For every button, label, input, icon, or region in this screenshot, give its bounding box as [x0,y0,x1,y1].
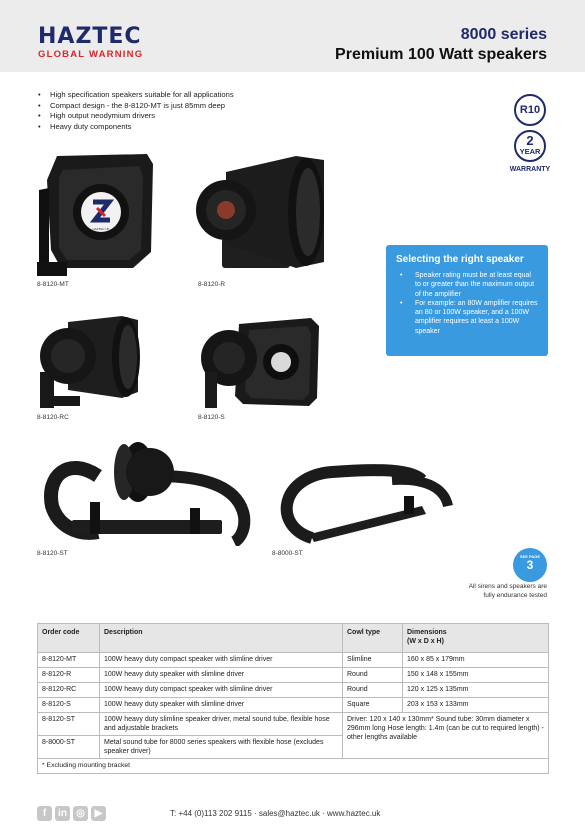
feature-item: • Heavy duty components [38,122,234,133]
info-box-list [396,271,538,336]
speaker-st-image [38,436,258,546]
product-label-st8000: 8-8000-ST [272,550,303,557]
speaker-mt-image [37,150,155,278]
feature-item: • High specification speakers suitable for all applications [38,90,234,101]
see-page-badge[interactable] [513,548,547,582]
warranty-years: 2 [526,133,534,148]
speaker-rc-image [38,312,146,410]
brand-tagline: GLOBAL WARNING [38,49,144,60]
cell-description: 100W heavy duty slimline speaker driver, metal sound tube, flexible hose and adjustable brackets [100,713,343,736]
endurance-line-2: fully endurance tested [483,591,547,599]
endurance-line-1: All sirens and speakers are [468,583,547,590]
table-header-row [38,624,549,653]
contact-line: T: +44 (0)113 202 9115 · sales@haztec.uk · www.haztec.uk [170,809,381,818]
product-label-st: 8-8120-ST [37,550,68,557]
cell-dimensions: 120 x 125 x 135mm [403,683,549,698]
header-dimensions-unit: (W x D x H) [407,638,444,645]
brand-logo: HAZTEC [38,24,142,49]
spec-table [37,623,549,774]
youtube-icon[interactable]: ▶ [91,806,106,821]
cell-description: 100W heavy duty compact speaker with slimline driver [100,653,343,668]
cell-dimensions: 203 x 153 x 133mm [403,698,549,713]
warranty-badge [514,130,546,162]
header-band [0,0,585,72]
table-footnote-row [38,759,549,774]
speaker-r-image [196,152,328,274]
selection-info-box [386,245,548,356]
table-row [38,668,549,683]
table-row [38,653,549,668]
endurance-note [469,583,547,600]
info-box-title: Selecting the right speaker [396,254,524,265]
page-title: Premium 100 Watt speakers [335,46,547,63]
linkedin-icon[interactable]: in [55,806,70,821]
product-label-mt: 8-8120-MT [37,281,69,288]
cell-cowl: Slimline [343,653,403,668]
cell-description: 100W heavy duty compact speaker with slimline driver [100,683,343,698]
cell-dimensions: 150 x 148 x 155mm [403,668,549,683]
feature-item: • Compact design - the 8-8120-MT is just 85mm deep [38,101,234,112]
cell-code: 8-8120-MT [38,653,100,668]
cell-description: Metal sound tube for 8000 series speakers with flexible hose (excludes speaker driver) [100,736,343,759]
table-row [38,698,549,713]
r10-badge: R10 [514,94,546,126]
table-row [38,683,549,698]
cell-description: 100W heavy duty speaker with slimline driver [100,668,343,683]
cell-cowl: Round [343,668,403,683]
cell-description: 100W heavy duty speaker with slimline driver [100,698,343,713]
see-page-label: SEE PAGE [519,554,541,559]
facebook-icon[interactable]: f [37,806,52,821]
product-label-s: 8-8120-S [198,414,225,421]
see-page-number: 3 [526,558,534,572]
header-dimensions [403,624,549,653]
header-order-code: Order code [38,624,100,653]
feature-item: • High output neodymium drivers [38,111,234,122]
speaker-logo-text: HAZTEC UK [92,227,110,231]
header-description: Description [100,624,343,653]
speaker-s-image [199,316,321,410]
cell-cowl: Round [343,683,403,698]
sound-tube-8000-image [272,456,462,548]
cell-tube-spec: Driver: 120 x 140 x 130mm* Sound tube: 30mm diameter x 296mm long Hose length: 1.4m (can be cut to required length) - other lengths available [343,713,549,759]
social-icons [37,806,106,821]
instagram-icon[interactable]: ◎ [73,806,88,821]
cell-code: 8-8000-ST [38,736,100,759]
table-row [38,713,549,736]
product-label-rc: 8-8120-RC [37,414,69,421]
series-title: 8000 series [460,26,547,43]
cell-cowl: Square [343,698,403,713]
product-label-r: 8-8120-R [198,281,226,288]
info-box-item: • For example: an 80W amplifier requires an 80 or 100W speaker, and a 100W amplifier requires at least a 100W speaker [396,299,538,336]
warranty-year-label: YEAR [519,147,541,156]
feature-list [38,90,234,132]
cell-code: 8-8120-S [38,698,100,713]
cell-dimensions: 160 x 85 x 179mm [403,653,549,668]
cell-code: 8-8120-R [38,668,100,683]
header-dimensions-label: Dimensions [407,629,447,636]
warranty-label: WARRANTY [509,166,551,173]
header-cowl-type: Cowl type [343,624,403,653]
cell-code: 8-8120-RC [38,683,100,698]
table-footnote: * Excluding mounting bracket [38,759,549,774]
cell-code: 8-8120-ST [38,713,100,736]
info-box-item: • Speaker rating must be at least equal to or greater than the maximum output of the amplifier [396,271,538,299]
